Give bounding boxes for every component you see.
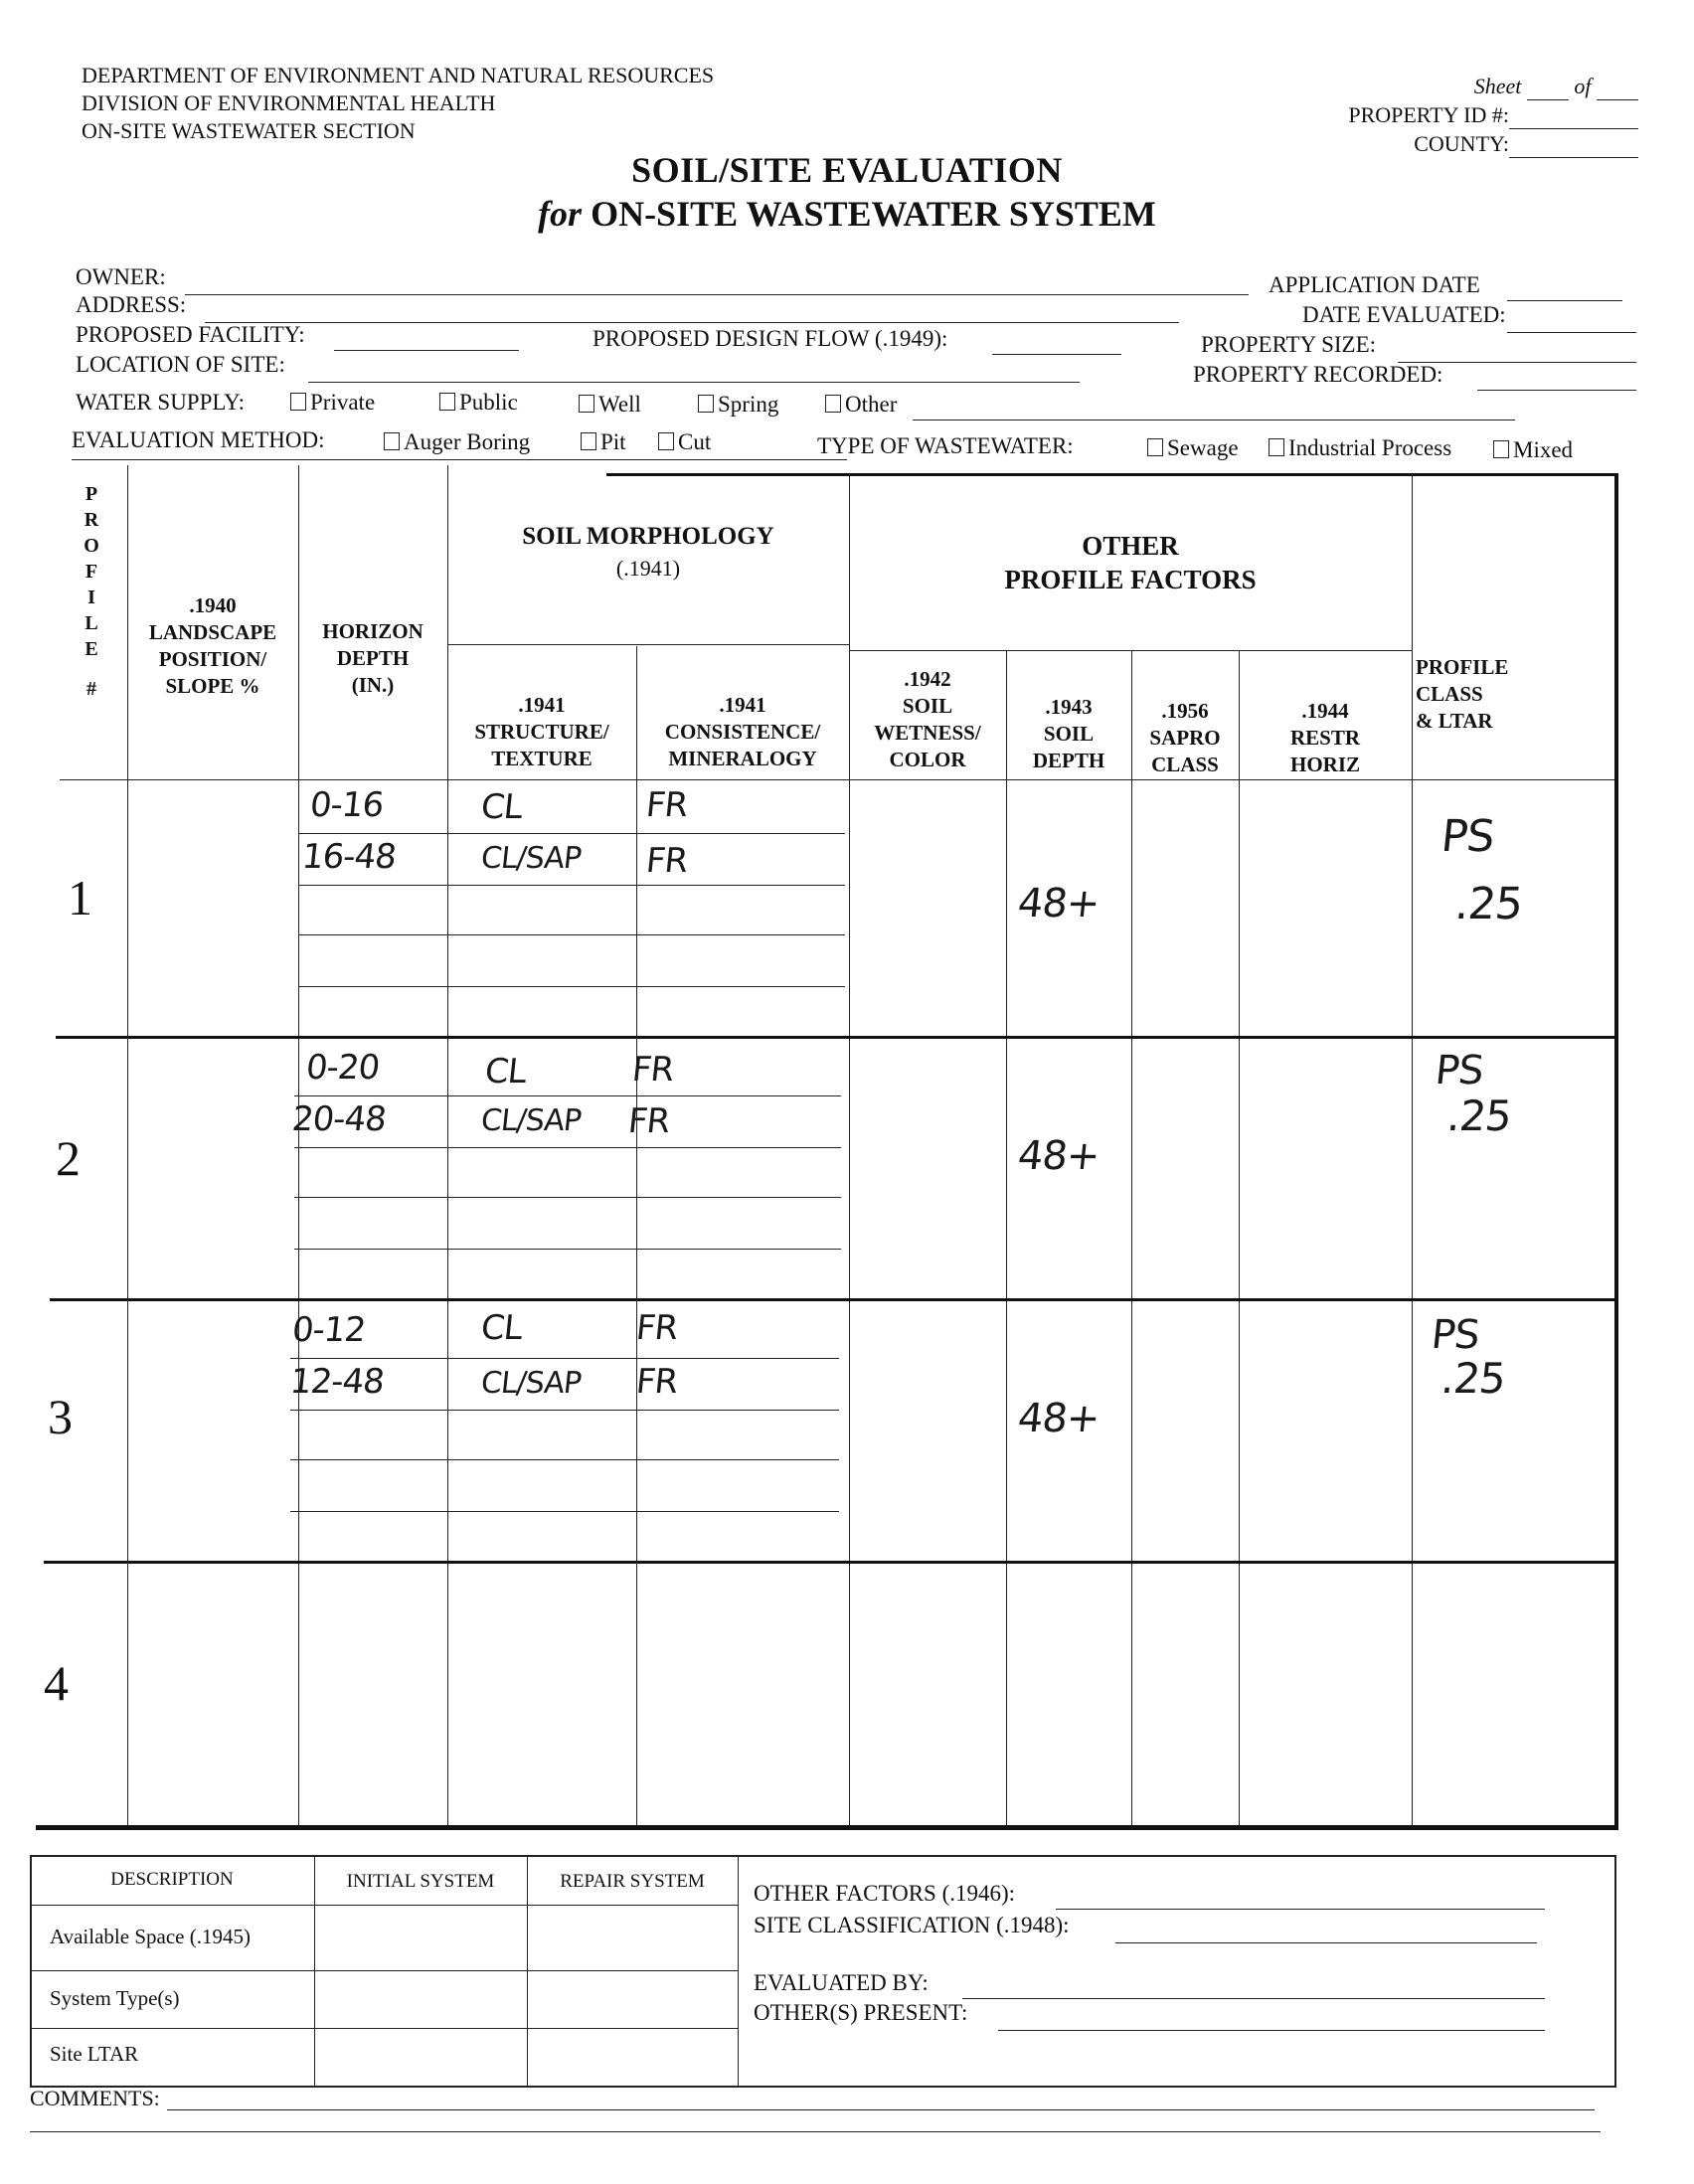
profile-number-1: 1 (68, 870, 92, 925)
horizon-header: HORIZON DEPTH (IN.) (322, 619, 424, 697)
profile-1-soil-depth[interactable]: 48+ (1015, 881, 1101, 926)
sheet-info (1348, 72, 1638, 158)
checkbox-icon (1269, 438, 1284, 456)
profile-3-depth-1[interactable]: 0-12 (289, 1310, 368, 1350)
water-private-option[interactable]: Private (290, 390, 375, 416)
evaluation-method-rule (72, 459, 847, 460)
profile-1-consistence-2[interactable]: FR (643, 841, 690, 881)
address-label: ADDRESS: (76, 292, 187, 317)
water-public-option[interactable]: Public (439, 390, 518, 416)
wastewater-mixed-option[interactable]: Mixed (1493, 437, 1573, 463)
profile-2-structure-1[interactable]: CL (482, 1052, 528, 1092)
other-factors-field[interactable] (1056, 1909, 1545, 1910)
wastewater-type-label: TYPE OF WASTEWATER: (817, 433, 1074, 458)
profile-number-2: 2 (56, 1130, 81, 1186)
profile-2-depth-1[interactable]: 0-20 (303, 1048, 382, 1088)
form-title: SOIL/SITE EVALUATION (631, 150, 1063, 190)
wetness-header: .1942 SOIL WETNESS/ COLOR (874, 667, 981, 771)
profile-number-4: 4 (44, 1655, 69, 1711)
location-label: LOCATION OF SITE: (76, 352, 285, 377)
dept-line-3: ON-SITE WASTEWATER SECTION (82, 118, 416, 143)
soil-morphology-header: SOIL MORPHOLOGY (.1941) (522, 523, 774, 581)
proposed-facility-field[interactable] (334, 350, 519, 351)
checkbox-icon (581, 432, 596, 450)
profile-1-structure-1[interactable]: CL (478, 787, 524, 827)
form-subtitle (0, 193, 1694, 235)
evaluated-by-label: EVALUATED BY: (754, 1970, 929, 1995)
comments-field-line-2[interactable] (30, 2131, 1601, 2132)
subtitle-for: for (538, 194, 583, 234)
wastewater-sewage-option[interactable]: Sewage (1147, 435, 1239, 461)
sapro-header: .1956 SAPRO CLASS (1149, 699, 1221, 776)
method-auger-option[interactable]: Auger Boring (384, 429, 530, 455)
of-label: of (1574, 74, 1592, 98)
date-evaluated-label: DATE EVALUATED: (1302, 302, 1506, 327)
others-present-field[interactable] (998, 2030, 1545, 2031)
profile-2-consistence-1[interactable]: FR (629, 1050, 676, 1090)
water-other-option[interactable]: Other (825, 392, 897, 418)
site-classification-label: SITE CLASSIFICATION (.1948): (754, 1913, 1070, 1937)
checkbox-icon (290, 393, 306, 411)
owner-label: OWNER: (76, 264, 166, 289)
profile-2-depth-2[interactable]: 20-48 (289, 1099, 388, 1139)
profile-3-consistence-2[interactable]: FR (633, 1362, 680, 1402)
property-recorded-label: PROPERTY RECORDED: (1193, 362, 1443, 387)
comments-field[interactable] (167, 2109, 1595, 2110)
property-size-label: PROPERTY SIZE: (1201, 332, 1377, 357)
sheet-number-field[interactable] (1527, 80, 1569, 100)
profile-1-structure-2[interactable]: CL/SAP (479, 841, 583, 876)
soil-depth-header: .1943 SOIL DEPTH (1032, 695, 1105, 772)
profile-3-soil-depth[interactable]: 48+ (1015, 1396, 1101, 1441)
profile-1-ltar[interactable]: .25 (1452, 879, 1525, 929)
checkbox-icon (384, 432, 400, 450)
consistence-header: .1941 CONSISTENCE/ MINERALOGY (664, 693, 821, 770)
date-evaluated-field[interactable] (1507, 332, 1636, 333)
profile-3-class[interactable]: PS (1429, 1312, 1481, 1358)
water-spring-option[interactable]: Spring (698, 392, 778, 418)
initial-system-column-header: INITIAL SYSTEM (346, 1871, 495, 1892)
proposed-facility-label: PROPOSED FACILITY: (76, 322, 305, 347)
restr-header: .1944 RESTR HORIZ (1289, 699, 1361, 776)
property-recorded-field[interactable] (1477, 390, 1636, 391)
structure-header: .1941 STRUCTURE/ TEXTURE (474, 693, 609, 770)
dept-line-1: DEPARTMENT OF ENVIRONMENT AND NATURAL RESOURCES (82, 63, 715, 87)
profile-2-soil-depth[interactable]: 48+ (1015, 1133, 1101, 1179)
repair-system-column-header: REPAIR SYSTEM (560, 1871, 705, 1892)
profile-2-structure-2[interactable]: CL/SAP (479, 1103, 583, 1138)
site-classification-field[interactable] (1115, 1942, 1537, 1943)
owner-field[interactable] (185, 294, 1249, 295)
checkbox-icon (698, 395, 714, 413)
checkbox-icon (825, 395, 841, 413)
wastewater-industrial-option[interactable]: Industrial Process (1269, 435, 1451, 461)
application-date-label: APPLICATION DATE (1269, 272, 1480, 297)
profile-3-structure-2[interactable]: CL/SAP (479, 1366, 583, 1401)
subtitle-rest: ON-SITE WASTEWATER SYSTEM (582, 194, 1156, 234)
water-supply-label: WATER SUPPLY: (76, 390, 246, 415)
system-type-label: System Type(s) (50, 1986, 180, 2010)
evaluation-method-label: EVALUATION METHOD: (72, 427, 325, 452)
checkbox-icon (1493, 440, 1509, 458)
location-field[interactable] (308, 382, 1080, 383)
checkbox-icon (439, 393, 455, 411)
sheet-label: Sheet (1473, 74, 1522, 98)
description-column-header: DESCRIPTION (110, 1869, 234, 1890)
other-factors-header: OTHER PROFILE FACTORS (1004, 531, 1257, 594)
others-present-label: OTHER(S) PRESENT: (754, 2000, 968, 2025)
profile-3-consistence-1[interactable]: FR (633, 1308, 680, 1348)
profile-class-header: PROFILE CLASS & LTAR (1416, 655, 1509, 733)
method-pit-option[interactable]: Pit (581, 429, 626, 455)
design-flow-field[interactable] (992, 354, 1121, 355)
profile-3-structure-1[interactable]: CL (478, 1308, 524, 1348)
evaluated-by-field[interactable] (962, 1998, 1545, 1999)
sheet-total-field[interactable] (1597, 80, 1638, 100)
profile-2-consistence-2[interactable]: FR (625, 1101, 672, 1141)
method-cut-option[interactable]: Cut (658, 429, 711, 455)
profile-1-consistence-1[interactable]: FR (643, 785, 690, 825)
profile-number-3: 3 (48, 1389, 73, 1444)
checkbox-icon (579, 395, 594, 413)
profile-1-class[interactable]: PS (1439, 811, 1497, 862)
county-label: COUNTY: (1414, 131, 1509, 156)
application-date-field[interactable] (1507, 300, 1622, 301)
profile-3-depth-2[interactable]: 12-48 (287, 1362, 386, 1402)
property-id-label: PROPERTY ID #: (1348, 102, 1509, 127)
other-factors-label: OTHER FACTORS (.1946): (754, 1881, 1016, 1906)
profile-2-ltar[interactable]: .25 (1444, 1092, 1514, 1140)
property-id-field[interactable] (1509, 108, 1638, 129)
profile-2-class[interactable]: PS (1433, 1048, 1485, 1093)
dept-line-2: DIVISION OF ENVIRONMENTAL HEALTH (82, 90, 496, 115)
profile-3-ltar[interactable]: .25 (1439, 1354, 1508, 1403)
landscape-header: .1940 LANDSCAPE POSITION/ SLOPE % (148, 593, 277, 698)
available-space-label: Available Space (.1945) (50, 1925, 251, 1948)
profile-1-depth-1[interactable]: 0-16 (307, 785, 386, 825)
address-field[interactable] (205, 322, 1179, 323)
water-well-option[interactable]: Well (579, 392, 641, 418)
site-ltar-label: Site LTAR (50, 2042, 139, 2066)
checkbox-icon (1147, 438, 1163, 456)
checkbox-icon (658, 432, 674, 450)
profile-1-depth-2[interactable]: 16-48 (299, 837, 398, 877)
design-flow-label: PROPOSED DESIGN FLOW (.1949): (593, 326, 948, 351)
profile-number-header: P R O F I L E # (84, 483, 99, 700)
comments-label: COMMENTS: (30, 2086, 160, 2110)
department-header (82, 62, 714, 145)
